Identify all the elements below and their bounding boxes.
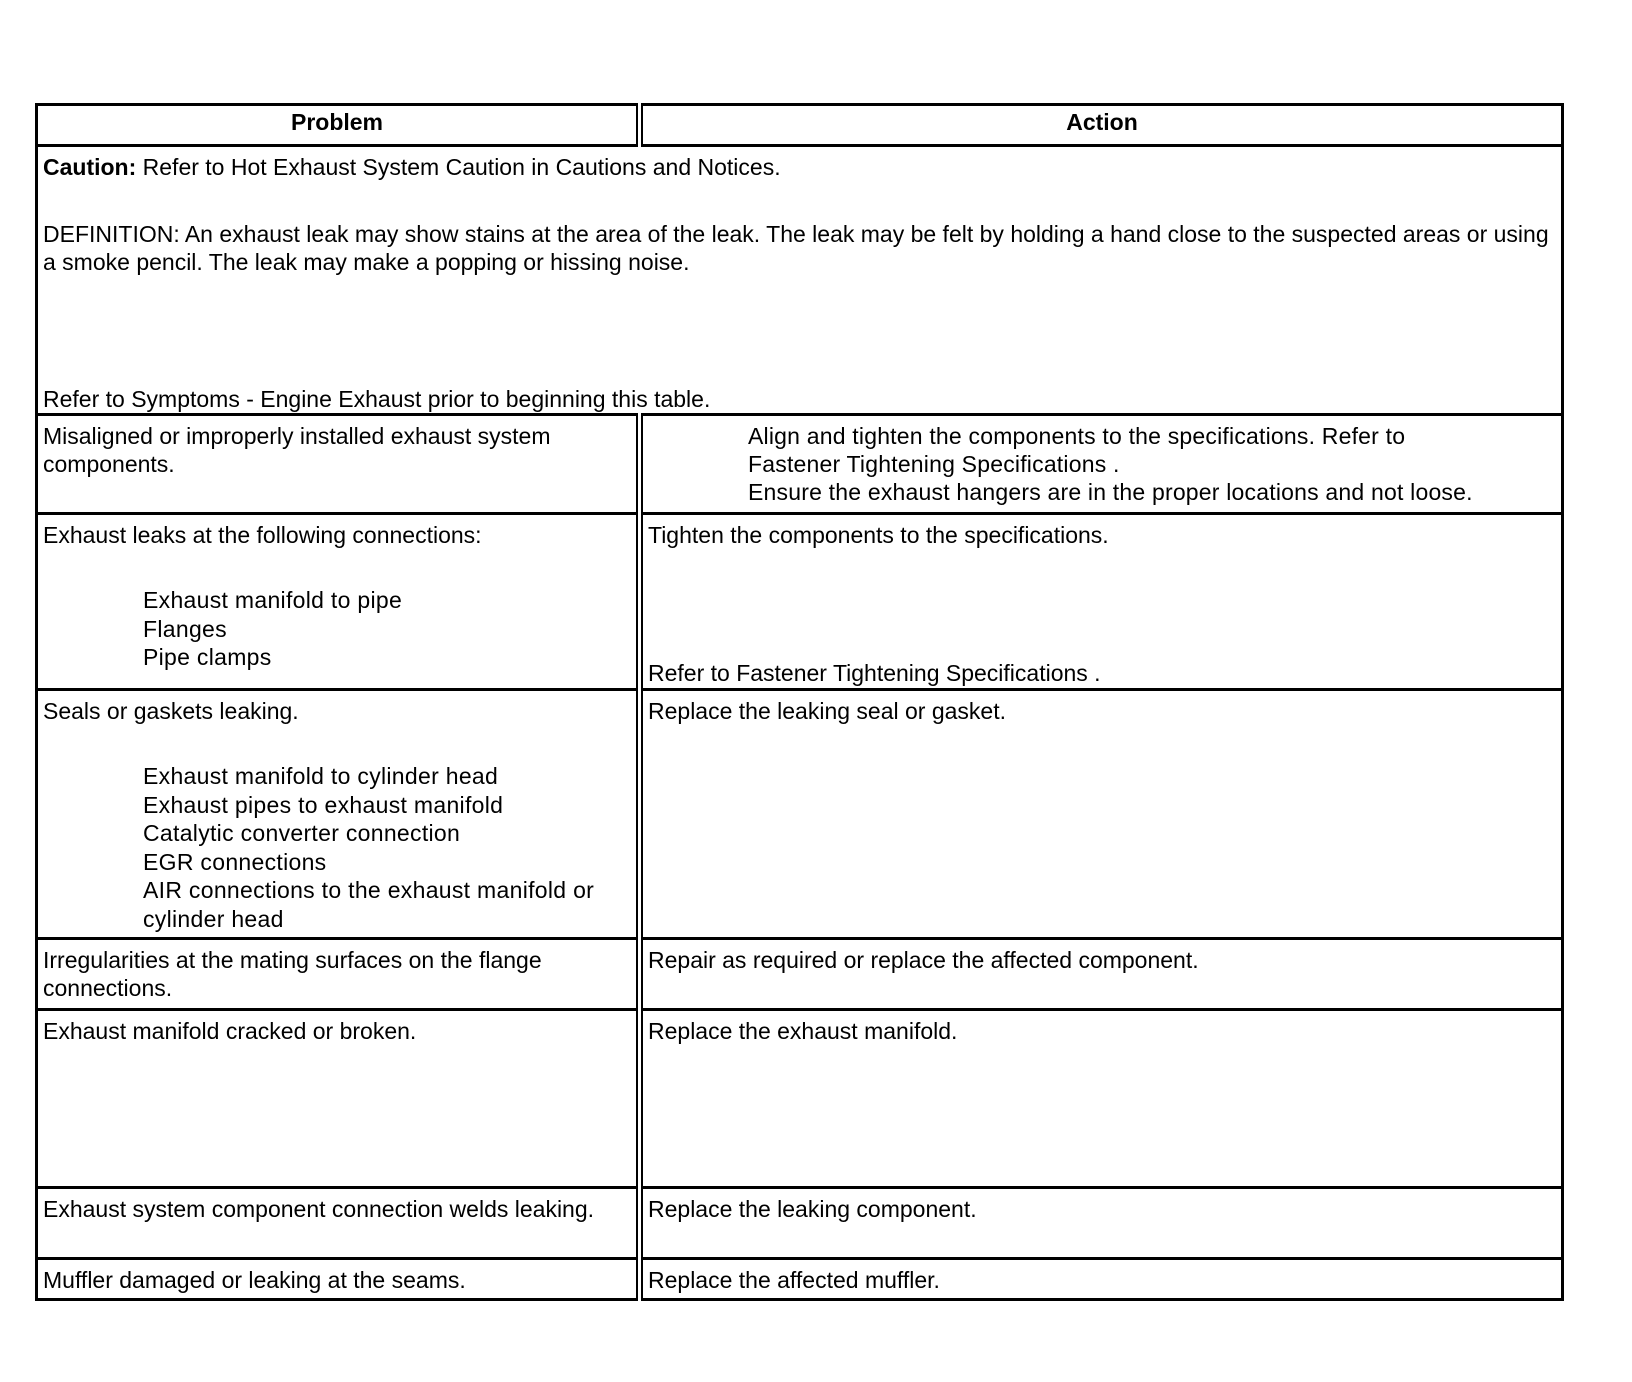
action-line: Fastener Tightening Specifications . [748,451,1120,477]
action-cell [640,514,1563,690]
refer-symptoms-text: Refer to Symptoms - Engine Exhaust prior to beginning this table. [43,386,711,412]
action-cell [640,1010,1563,1188]
action-text: Replace the exhaust manifold. [648,1018,958,1044]
problem-text: Misaligned or improperly installed exhaust system components. [43,423,551,477]
table-row [37,1188,1563,1259]
caution-line [43,153,1556,181]
list-item: Exhaust manifold to pipe [143,587,403,613]
table-row [37,1010,1563,1188]
intro-row [37,146,1563,415]
list-item: Exhaust manifold to cylinder head [143,763,499,789]
action-cell [640,939,1563,1010]
list-item: Flanges [143,615,227,642]
problem-text: Irregularities at the mating surfaces on the flange connections. [43,947,542,1001]
problem-cell [37,415,640,514]
list-item: AIR connections to the exhaust manifold or cylinder head [143,877,595,932]
problem-cell [37,1010,640,1188]
caution-label: Caution: [43,154,137,180]
problem-column-header: Problem [37,105,640,146]
intro-content [43,153,1556,413]
problem-text: Muffler damaged or leaking at the seams. [43,1267,466,1293]
list-item: Exhaust pipes to exhaust manifold [143,791,504,818]
seal-location-list [43,762,631,933]
action-text: Replace the leaking component. [648,1196,977,1222]
problem-cell [37,1188,640,1259]
action-line: Ensure the exhaust hangers are in the proper locations and not loose. [748,479,1473,505]
action-cell [640,1259,1563,1300]
table-row [37,1259,1563,1300]
action-text-block [648,416,1556,506]
action-cell [640,415,1563,514]
action-cell [640,690,1563,939]
action-content [648,515,1556,686]
action-cell [640,1188,1563,1259]
action-text: Replace the leaking seal or gasket. [648,698,1006,724]
intro-cell [37,146,1563,415]
action-text: Repair as required or replace the affected component. [648,947,1199,973]
definition-text: DEFINITION: An exhaust leak may show stains at the area of the leak. The leak may be felt by holding a hand close to the suspected areas or using a smoke pencil. The leak may make a popping or hissing noise. [43,221,1549,275]
action-text: Replace the affected muffler. [648,1267,940,1293]
problem-cell [37,939,640,1010]
header-row [37,105,1563,146]
table-body [37,146,1563,1300]
problem-text: Exhaust system component connection welds leaking. [43,1196,595,1222]
list-item: Catalytic converter connection [143,820,461,846]
problem-cell [37,690,640,939]
problem-text: Exhaust manifold cracked or broken. [43,1018,417,1044]
problem-cell [37,514,640,690]
problem-text: Seals or gaskets leaking. [43,698,299,724]
table-row [37,690,1563,939]
exhaust-diagnosis-table [35,103,1564,1301]
table-row [37,514,1563,690]
problem-text: Exhaust leaks at the following connections: [43,522,482,548]
action-column-header: Action [640,105,1563,146]
action-line: Align and tighten the components to the specifications. Refer to [748,423,1406,449]
action-text: Tighten the components to the specifications. [648,522,1109,548]
table-row [37,415,1563,514]
caution-text: Refer to Hot Exhaust System Caution in Cautions and Notices. [136,154,781,180]
list-item: Pipe clamps [143,644,272,670]
table-row [37,939,1563,1010]
table-header [37,105,1563,146]
list-item: EGR connections [143,848,327,875]
action-refer-text: Refer to Fastener Tightening Specifications . [648,660,1101,686]
problem-cell [37,1259,640,1300]
connection-list [43,586,631,672]
